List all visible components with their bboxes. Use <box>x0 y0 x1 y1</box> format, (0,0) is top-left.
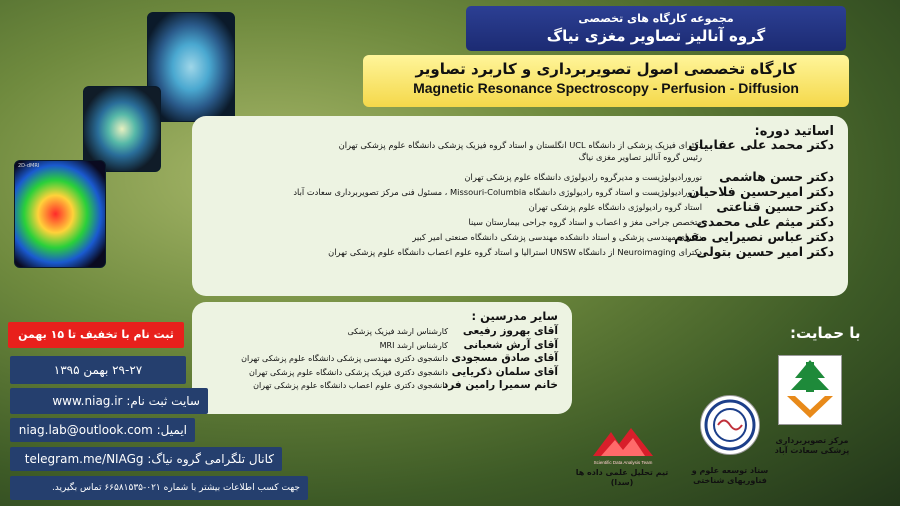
other-instructor-desc: دانشجوی دکتری فیزیک پزشکی دانشگاه علوم پزشکی تهران <box>249 367 448 377</box>
instructor-name: دکتر امیرحسین فلاحیان <box>688 184 834 199</box>
event-date: ۲۹-۲۷ بهمن ۱۳۹۵ <box>10 356 186 384</box>
instructor-name: دکتر حسن هاشمی <box>719 169 834 184</box>
other-instructor-desc: کارشناس ارشد فیزیک پزشکی <box>347 327 448 336</box>
instructor-desc: دکترای مهندسی پزشکی و استاد دانشکده مهندسی پزشکی دانشگاه صنعتی امیر کبیر <box>412 232 702 242</box>
group-name: گروه آنالیز تصاویر مغزی نیاگ <box>546 27 766 45</box>
seda-caption: تیم تحلیل علمی داده ها (سدا) <box>575 468 669 487</box>
instructor-name: دکتر میثم علی محمدی <box>696 214 834 229</box>
other-instructor-row <box>206 366 558 380</box>
instructor-name: دکتر محمد علی عقابیان <box>688 137 834 152</box>
other-instructors-box <box>192 302 572 414</box>
instructors-title: اساتید دوره: <box>754 124 834 139</box>
contact-phone: جهت کسب اطلاعات بیشتر با شماره ۰۲۱-۶۶۵۸۱۵۳۵ تماس بگیرید. <box>10 476 308 500</box>
other-instructor-desc: کارشناس ارشد MRI <box>379 340 448 350</box>
series-label: مجموعه کارگاه های تخصصی <box>578 12 734 25</box>
saadat-abad-logo <box>778 355 842 425</box>
seda-logo <box>587 422 659 466</box>
other-instructor-row <box>206 379 558 393</box>
other-instructor-row <box>206 352 558 366</box>
instructor-desc: استاد گروه رادیولوژی دانشگاه علوم پزشکی تهران <box>528 202 702 212</box>
instructor-name: دکتر عباس نصیرایی مقدم <box>674 229 834 244</box>
wave-emblem-icon <box>587 422 659 466</box>
instructor-row <box>206 216 834 228</box>
registration-site[interactable]: سایت ثبت نام: www.niag.ir <box>10 388 208 414</box>
brain-image-caption: 2D-dMRI <box>18 163 40 169</box>
contact-email[interactable]: ایمیل: niag.lab@outlook.com <box>10 418 195 442</box>
tree-emblem-icon <box>779 356 841 424</box>
instructor-row <box>206 231 834 243</box>
workshop-title-box <box>363 55 849 107</box>
other-instructor-row <box>206 325 558 339</box>
instructor-desc: نورورادیولوژیست و مدیرگروه رادیولوژی دانشگاه علوم پزشکی تهران <box>464 172 702 182</box>
other-instructor-name: آقای سلمان ذکریایی <box>451 365 558 378</box>
seda-logo-text: Scientific Data Analysis Team <box>593 460 653 465</box>
instructor-row <box>206 171 834 183</box>
series-header <box>466 6 846 51</box>
instructor-name: دکتر حسین قناعتی <box>716 199 834 214</box>
instructor-desc: دکترای فیزیک پزشکی از دانشگاه UCL انگلستان و استاد گروه فیزیک پزشکی دانشگاه علوم پزشکی تهران <box>338 140 702 150</box>
instructor-desc: متخصص جراحی مغز و اعصاب و استاد گروه جراحی بیمارستان سینا <box>468 217 702 227</box>
other-instructor-name: آقای آرش شعبانی <box>463 338 558 351</box>
cognitive-sciences-logo <box>700 395 760 455</box>
instructor-row <box>206 151 834 163</box>
brain-image-spectroscopy <box>14 160 106 268</box>
instructor-desc: دکترای Neuroimaging از دانشگاه UNSW استرالیا و استاد گروه علوم اعصاب دانشگاه علوم پزشکی تهران <box>328 247 702 257</box>
other-instructor-name: آقای صادق مسجودی <box>451 352 558 364</box>
instructor-name: دکتر امیر حسین بتولی <box>696 244 834 259</box>
telegram-channel[interactable]: کانال تلگرامی گروه نیاگ: telegram.me/NIAGg <box>10 447 282 471</box>
workshop-title-fa: کارگاه تخصصی اصول تصویربرداری و کاربرد تصاویر <box>415 60 797 78</box>
other-instructor-desc: دانشجوی دکتری علوم اعصاب دانشگاه علوم پزشکی تهران <box>253 381 448 390</box>
instructor-row <box>206 201 834 213</box>
cognitive-sciences-caption: ستاد توسعه علوم و فناوریهای شناختی <box>691 466 769 485</box>
instructor-row <box>206 246 834 258</box>
other-instructors-title: سایر مدرسین : <box>471 309 558 323</box>
workshop-title-en: Magnetic Resonance Spectroscopy - Perfusion - Diffusion <box>413 80 799 96</box>
instructors-box <box>192 116 848 296</box>
other-instructor-row <box>206 339 558 353</box>
instructor-row <box>206 186 834 198</box>
instructor-row <box>206 139 834 151</box>
brain-circle-icon <box>701 396 759 454</box>
saadat-abad-caption: مرکز تصویربرداری پزشکی سعادت آباد <box>774 436 850 455</box>
other-instructor-name: آقای بهروز رفیعی <box>462 325 558 337</box>
instructor-desc: نورورادیولوژیست و استاد گروه رادیولوژی دانشگاه Missouri-Columbia ، مسئول فنی مرکز تصویربرداری سعادت آباد <box>293 187 702 197</box>
discount-badge: ثبت نام با تخفیف تا ۱۵ بهمن <box>8 322 184 348</box>
instructor-desc: رئیس گروه آنالیز تصاویر مغزی نیاگ <box>578 152 702 162</box>
support-title: با حمایت: <box>790 324 861 342</box>
other-instructor-desc: دانشجوی دکتری مهندسی پزشکی دانشگاه علوم پزشکی تهران <box>241 354 448 363</box>
other-instructor-name: خانم سمیرا رامین فرد <box>442 379 558 391</box>
